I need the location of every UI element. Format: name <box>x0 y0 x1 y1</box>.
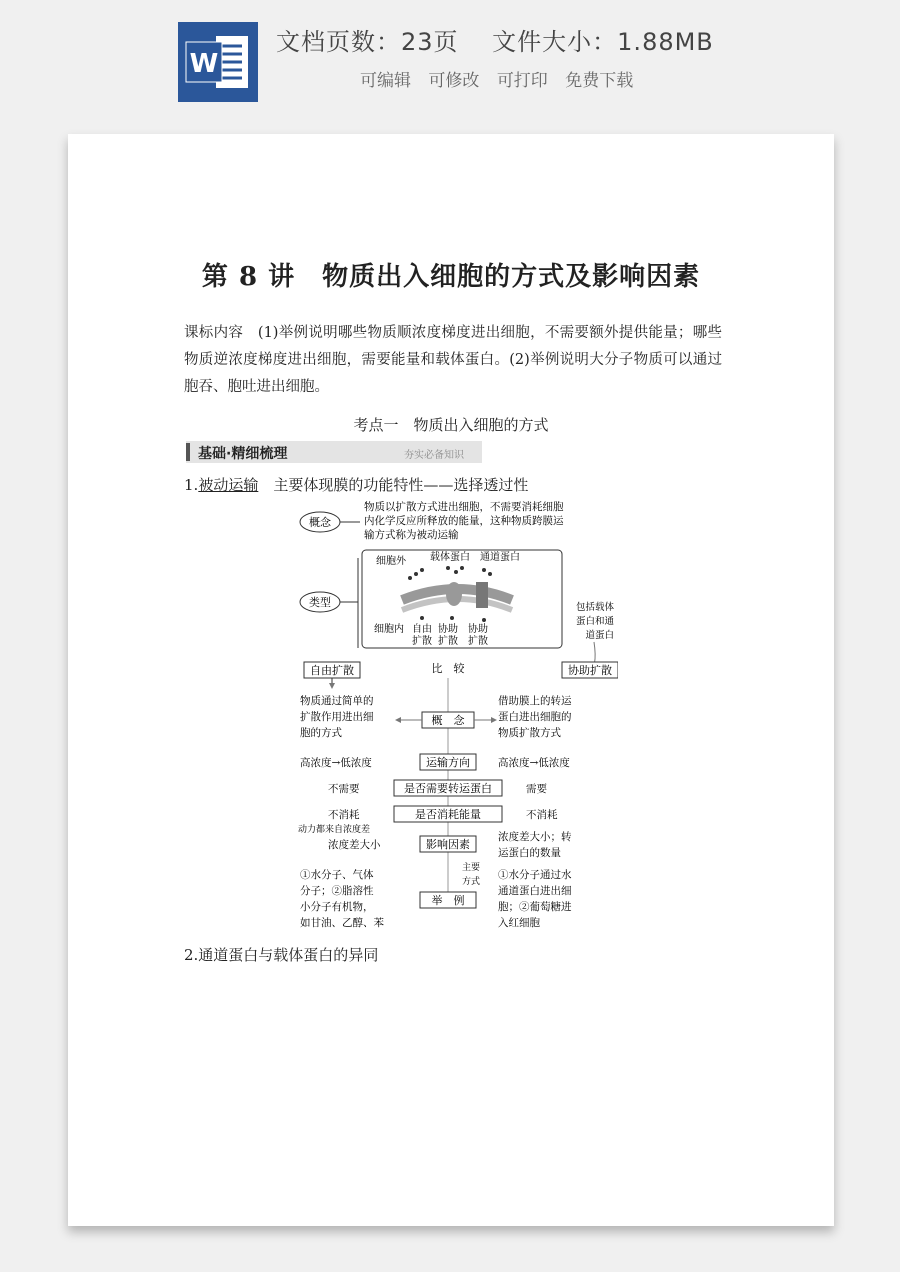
row-need-protein: 是否需要转运蛋白 <box>404 782 492 795</box>
left-head: 自由扩散 <box>310 664 354 677</box>
left-examples-4: 如甘油、乙醇、苯 <box>300 917 384 929</box>
left-concept-1: 物质通过简单的 <box>300 695 374 707</box>
row-direction: 运输方向 <box>426 756 470 769</box>
right-examples-4: 入红细胞 <box>498 917 540 929</box>
carrier-label: 载体蛋白 <box>430 552 470 563</box>
banner-title: 基础·精细梳理 <box>198 446 288 462</box>
doc-actions <box>360 66 645 91</box>
right-concept-1: 借助膜上的转运 <box>498 695 572 707</box>
right-factors-1: 浓度差大小；转 <box>498 831 572 843</box>
passive-transport-diagram <box>298 498 618 938</box>
side-note-3: 道蛋白 <box>585 630 614 641</box>
left-examples-3: 小分子有机物， <box>300 901 374 913</box>
left-concept-2: 扩散作用进出细 <box>300 711 374 723</box>
item-keyword: 被动运输 <box>198 476 259 494</box>
lesson-title: 第 8 讲 物质出入细胞的方式及影响因素 <box>201 262 701 292</box>
left-examples-1: ①水分子、气体 <box>300 869 374 881</box>
left-energy: 不消耗 <box>328 809 360 821</box>
assist-label-3: 协助 <box>468 624 488 635</box>
right-examples-2: 通道蛋白进出细 <box>498 885 572 897</box>
item-text: 主要体现膜的功能特性——选择透过性 <box>258 476 529 494</box>
banner-bar <box>186 443 190 461</box>
svg-text:W: W <box>189 49 219 79</box>
left-concept-3: 胞的方式 <box>300 727 342 739</box>
right-factors-2: 运蛋白的数量 <box>498 847 561 859</box>
side-note-1: 包括载体 <box>575 602 614 613</box>
left-direction: 高浓度→低浓度 <box>300 757 372 769</box>
outside-label: 细胞外 <box>376 556 406 567</box>
right-direction: 高浓度→低浓度 <box>498 757 570 769</box>
doc-meta-title: 文档页数：23页 文件大小：1.88MB <box>276 28 714 56</box>
channel-label: 通道蛋白 <box>480 552 520 563</box>
assist-label-1: 协助 <box>438 624 458 635</box>
right-need-protein: 需要 <box>526 783 547 795</box>
action-printable[interactable]: 可打印 <box>496 71 548 91</box>
row-energy: 是否消耗能量 <box>415 808 481 821</box>
assist-label-4: 扩散 <box>468 636 488 647</box>
right-energy: 不消耗 <box>526 809 558 821</box>
left-need-protein: 不需要 <box>328 783 360 795</box>
inside-label: 细胞内 <box>374 624 404 635</box>
concept-text-3: 输方式称为被动运输 <box>364 529 459 541</box>
concept-text-2: 内化学反应所释放的能量，这种物质跨膜运 <box>364 515 564 527</box>
word-doc-icon <box>178 22 258 102</box>
carrier-protein <box>446 582 462 606</box>
main-note-1: 主要 <box>462 863 481 873</box>
main-note-2: 方式 <box>462 877 481 887</box>
left-factors: 浓度差大小 <box>328 839 381 851</box>
right-examples-1: ①水分子通过水 <box>498 869 572 881</box>
banner-subtitle: 夯实必备知识 <box>404 450 464 461</box>
type-label: 类型 <box>309 596 331 609</box>
free-diffusion-label: 自由 <box>412 624 432 635</box>
section-title: 考点一 物质出入细胞的方式 <box>353 416 549 434</box>
row-factors: 影响因素 <box>426 838 470 851</box>
right-examples-3: 胞；②葡萄糖进 <box>498 901 572 913</box>
curriculum-paragraph: 课标内容 (1)举例说明哪些物质顺浓度梯度进出细胞，不需要额外提供能量；哪些物质逆浓度梯度进出细胞，需要能量和载体蛋白。(2)举例说明大分子物质可以通过胞吞、胞吐进出细胞。 <box>184 325 722 395</box>
right-concept-2: 蛋白进出细胞的 <box>498 711 572 723</box>
download-header <box>0 0 900 120</box>
concept-text-1: 物质以扩散方式进出细胞，不需要消耗细胞 <box>364 501 564 513</box>
document-page <box>68 134 834 1226</box>
factors-note: 动力都来自浓度差 <box>298 825 371 835</box>
right-head: 协助扩散 <box>568 664 612 677</box>
item-number: 1. <box>184 476 199 494</box>
row-concept: 概 念 <box>431 714 465 727</box>
concept-label: 概念 <box>309 516 331 529</box>
action-editable[interactable]: 可编辑 <box>360 71 411 91</box>
compare-label: 比 较 <box>431 662 465 675</box>
side-note-2: 蛋白和通 <box>575 616 614 627</box>
right-concept-3: 物质扩散方式 <box>498 727 561 739</box>
channel-protein <box>476 582 488 608</box>
assist-label-2: 扩散 <box>438 636 458 647</box>
section-banner <box>186 441 482 463</box>
row-examples: 举 例 <box>431 894 465 907</box>
item-passive-transport <box>184 474 528 495</box>
action-modifiable[interactable]: 可修改 <box>428 71 480 91</box>
left-examples-2: 分子；②脂溶性 <box>300 885 374 897</box>
free-diffusion-label-2: 扩散 <box>412 636 432 647</box>
action-free-download[interactable]: 免费下载 <box>565 71 634 91</box>
item-channel-vs-carrier: 2.通道蛋白与载体蛋白的异同 <box>184 946 379 964</box>
